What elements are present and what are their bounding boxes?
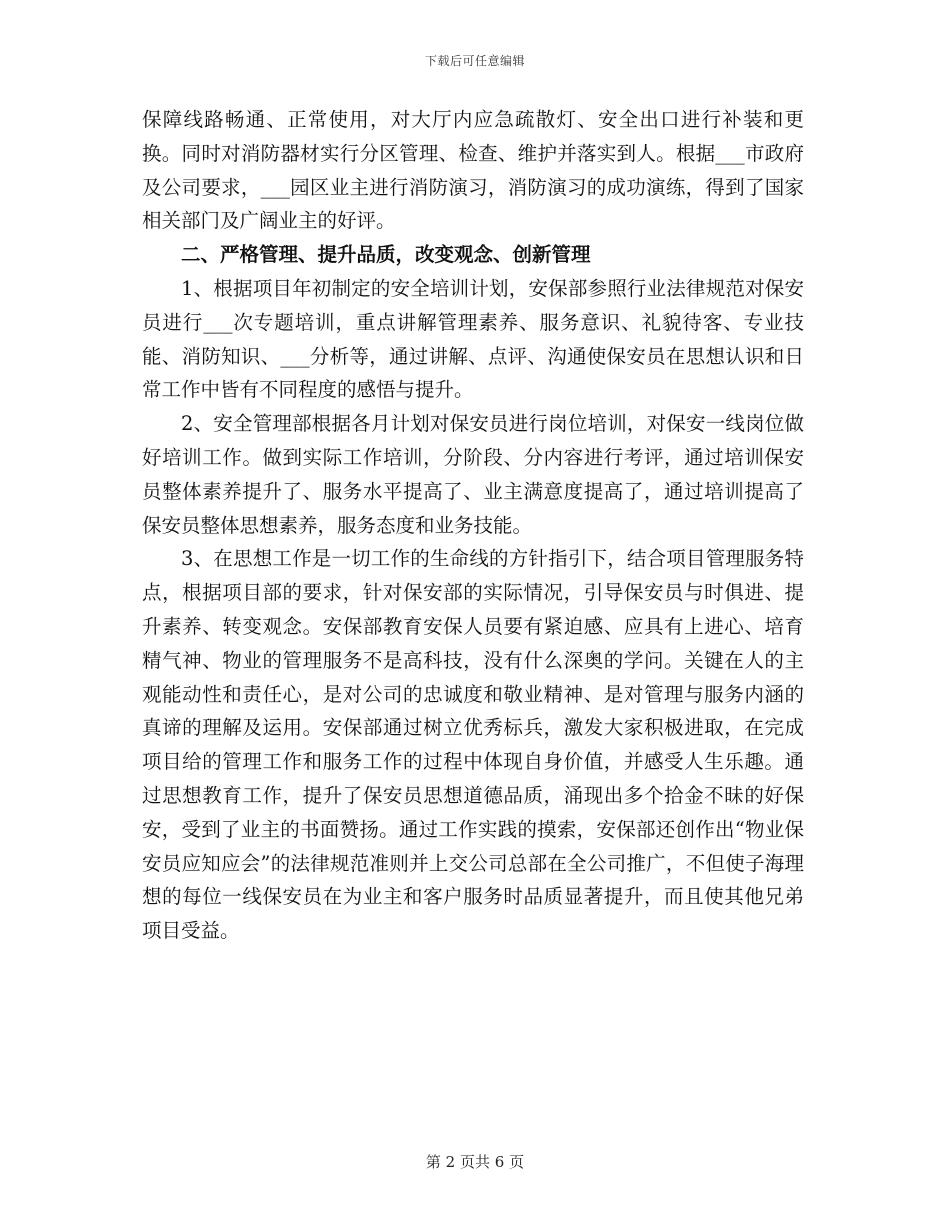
document-body — [142, 103, 804, 948]
paragraph-post-training: 2、安全管理部根据各月计划对保安员进行岗位培训，对保安一线岗位做好培训工作。做到实际工作培训，分阶段、分内容进行考评，通过培训保安员整体素养提升了、服务水平提高了、业主满意度提高了，通过培训提高了保安员整体思想素养，服务态度和业务技能。 — [142, 412, 804, 537]
paragraph-continued: 保障线路畅通、正常使用，对大厅内应急疏散灯、安全出口进行补装和更换。同时对消防器材实行分区管理、检查、维护并落实到人。根据___市政府及公司要求，___园区业主进行消防演习，消防演习的成功演练，得到了国家相关部门及广阔业主的好评。 — [142, 108, 804, 233]
page-header-note: 下载后可任意编辑 — [424, 54, 525, 68]
section-heading: 二、严格管理、提升品质，改变观念、创新管理 — [181, 243, 591, 267]
page-number: 第 2 页共 6 页 — [425, 1153, 525, 1171]
paragraph-ideological-work: 3、在思想工作是一切工作的生命线的方针指引下，结合项目管理服务特点，根据项目部的要求，针对保安部的实际情况，引导保安员与时俱进、提升素养、转变观念。安保部教育安保人员要有紧迫感、应具有上进心、培育精气神、物业的管理服务不是高科技，没有什么深奥的学问。关键在人的主观能动性和责任心，是对公司的忠诚度和敬业精神、是对管理与服务内涵的真谛的理解及运用。安保部通过树立优秀标兵，激发大家积极进取，在完成项目给的管理工作和服务工作的过程中体现自身价值，并感受人生乐趣。通过思想教育工作，提升了保安员思想道德品质，涌现出多个拾金不昧的好保安，受到了业主的书面赞扬。通过工作实践的摸索，安保部还创作出“物业保安员应知应会”的法律规范准则并上交公司总部在全公司推广，不但使子海理想的每位一线保安员在为业主和客户服务时品质显著提升，而且使其他兄弟项目受益。 — [142, 547, 804, 943]
paragraph-training-plan: 1、根据项目年初制定的安全培训计划，安保部参照行业法律规范对保安员进行___次专题培训，重点讲解管理素养、服务意识、礼貌待客、专业技能、消防知识、___分析等，通过讲解、点评、沟通使保安员在思想认识和日常工作中皆有不同程度的感悟与提升。 — [142, 276, 804, 402]
